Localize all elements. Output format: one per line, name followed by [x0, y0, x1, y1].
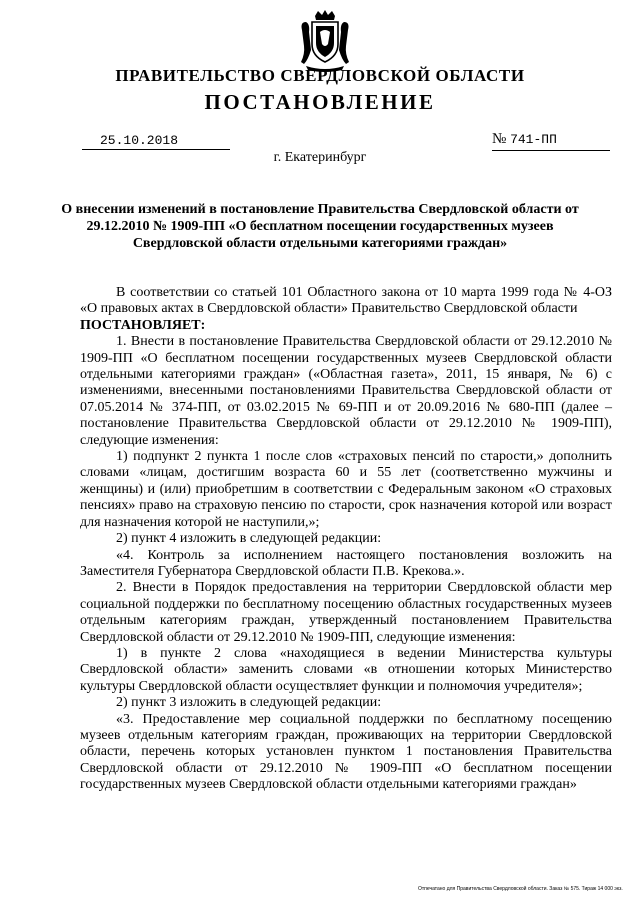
- paragraph: «3. Предоставление мер социальной поддержки по бесплатному посещению музеев отдельным категориям граждан, проживающих на территории Свердловской области, перечень которых установлен пунктом 1 постановления Правительства Свердловской области от 29.12.2010 № 1909-ПП «О бесплатном посещении государственных музеев Свердловской области отдельными категориями граждан»: [80, 711, 612, 793]
- government-title: ПРАВИТЕЛЬСТВО СВЕРДЛОВСКОЙ ОБЛАСТИ: [115, 66, 525, 85]
- paragraph: 1) в пункте 2 слова «находящиеся в ведении Министерства культуры Свердловской области» заменить словами «в отношении которых Министерство культуры Свердловской области осуществляет функции и полномочия учредителя»;: [80, 645, 612, 694]
- paragraph: В соответствии со статьей 101 Областного закона от 10 марта 1999 года № 4-ОЗ «О правовых актах в Свердловской области» Правительство Свердловской области: [80, 285, 612, 317]
- document-date: 25.10.2018: [82, 133, 230, 150]
- print-footer: Отпечатано для Правительства Свердловской области. Заказ № 575. Тираж 14 000 экз.: [418, 886, 623, 892]
- paragraph: 2. Внести в Порядок предоставления на территории Свердловской области мер социальной поддержки по бесплатному посещению областных государственных музеев отдельным категориям граждан, утвержденный постановлением Правительства Свердловской области от 29.12.2010 № 1909-ПП, следующие изменения:: [80, 580, 612, 645]
- paragraph: 1. Внести в постановление Правительства Свердловской области от 29.12.2010 № 1909-ПП «О бесплатном посещении государственных музеев Свердловской области отдельными категориями граждан» («Областная газета», 2011, 15 января, № 6) с изменениями, внесенными постановлениями Правительства Свердловской области от 07.05.2014 № 374-ПП, от 03.02.2015 № 69-ПП и от 20.09.2016 № 680-ПП (далее – постановление Правительства Свердловской области от 29.12.2010 № 1909-ПП), следующие изменения:: [80, 334, 612, 448]
- document-body: [80, 285, 612, 794]
- paragraph: 2) пункт 3 изложить в следующей редакции:: [116, 695, 382, 711]
- number-value: 741-ПП: [510, 132, 557, 147]
- paragraph: «4. Контроль за исполнением настоящего постановления возложить на Заместителя Губернатора Свердловской области П.В. Крекова.».: [80, 547, 612, 579]
- coat-of-arms-icon: [298, 10, 352, 72]
- paragraph: 2) пункт 4 изложить в следующей редакции:: [116, 531, 382, 547]
- paragraph: 1) подпункт 2 пункта 1 после слов «страховых пенсий по старости,» дополнить словами «лицам, достигшим возраста 60 и 55 лет (соответственно мужчины и женщины) и (или) приобретшим в соответствии с Федеральным законом «О страховых пенсиях» право на страховую пенсию по старости, срок назначения которой или возраст для назначения которой не наступили,»;: [80, 449, 612, 530]
- document-subject: О внесении изменений в постановление Правительства Свердловской области от 29.12.2010 № 1909-ПП «О бесплатном посещении государственных музеев Свердловской области отдельными категориями граждан»: [61, 202, 579, 251]
- resolves-heading: ПОСТАНОВЛЯЕТ:: [80, 317, 206, 333]
- document-number: [492, 131, 610, 151]
- number-prefix: №: [492, 131, 507, 147]
- city: г. Екатеринбург: [273, 150, 367, 165]
- document-type: ПОСТАНОВЛЕНИЕ: [204, 90, 436, 114]
